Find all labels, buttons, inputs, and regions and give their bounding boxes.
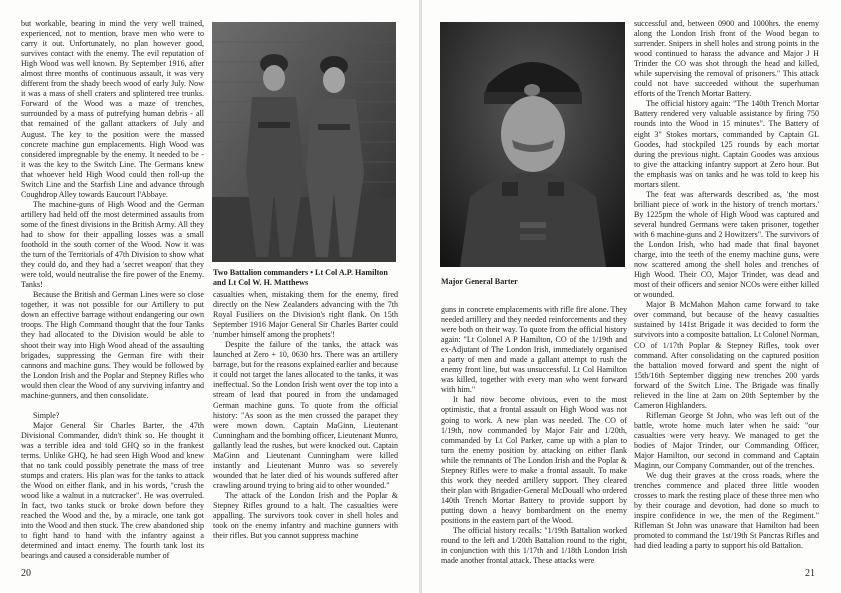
paragraph: guns in concrete emplacements with rifle fire alone. They needed artillery and they needed reinforcements and they were both on their way. To quote from the official history again: "Lt Colonel A P Hamilton, CO of the 1/19th and ex-Adjutant of The London Irish, immediately organised a party of men and made a gallant attempt to rush the enemy front line, but was unsuccessful. Lt Col Hamilton was killed, together with every man who went forward with him." — [441, 305, 627, 395]
paragraph: but workable, bearing in mind the very well trained, experienced, not to mention, brave men who were to carry it out. Unfortunately, no plan however good, survives contact with the enemy. The evil reputation of High Wood was well known. By September 1916, after almost three months of continuous assault, it was very different from the shady beech wood of early July. Now it was a mass of shell craters and splintered tree trunks. Forward of the Wood was a maze of trenches, surrounded by a mass of putrefying human debris - all that remained of the gallant attackers of July and August. The key to the position were the massed concrete machine gun emplacements. High Wood was considered impregnable by the enemy. It needed to be - it was the key to the Switch Line. The Germans knew that whoever held High Wood could then roll-up the Switch Line and the Starfish Line and advance through Coughdrop Alley towards Eaucourt l'Abbaye. — [21, 19, 204, 199]
paragraph: It had now become obvious, even to the most optimistic, that a frontal assault on High Wood was not going to work. A new plan was needed. The CO of 1/19th, now commanded by Major Fair and 1/20th, commanded by Lt Col Parker, came up with a plan to turn the enemy position by attacking on either flank while the remnants of The London Irish and the Poplar & Stepney Rifles were to make a frontal assault. To make this work they needed artillery support. They cleared their plan with Brigadier-General McDouall who ordered 140th Trench Mortar Battery to provide support by putting down a heavy bombardment on the enemy positions in the eastern part of the Wood. — [441, 395, 627, 525]
paragraph: Major B McMahon Mahon came forward to take over command, but because of the heavy casualties sustained by 141st Brigade it was decided to form the survivors into a composite battalion. Lt Colonel Norman, CO of 1/17th Poplar & Stepney Rifles, took over command. After consolidating on the captured position the battalion moved forward and spent the night of 15th/16th September digging new trenches 200 yards forward of the Switch Line. The Brigade was finally relieved in the line at 2am on 20th September by the Cameron Highlanders. — [634, 300, 819, 410]
paragraph: The feat was afterwards described as, 'the most brilliant piece of work in the history of trench mortars.' By 1225pm the whole of High Wood was captured and several hundred Germans were taken prisoner, together with 6 machine-guns and 2 Howitzers". The survivors of the London Irish, who had made that final bayonet charge, into the teeth of the enemy machine guns, were now scattered among the shell holes and trenches of High Wood. Their CO, Major Trinder, was dead and most of their officers and senior NCOs were either killed or wounded. — [634, 189, 819, 300]
gutter — [419, 0, 422, 593]
paragraph: Rifleman George St John, who was left out of the battle, wrote home much later when he said: "our casualties were very heavy. We managed to get the bodies of Major Trinder, our Commanding Officer, Major Hamilton, our second in command and Captain Maginn, our Company Commander, out of the trenches. — [634, 410, 819, 471]
photo-caption-major-general-barter: Major General Barter — [441, 277, 518, 286]
photo-caption-battalion-commanders: Two Battalion commanders • Lt Col A.P. Hamilton and Lt Col W. H. Matthews — [213, 268, 388, 287]
paragraph: Despite the failure of the tanks, the attack was launched at Zero + 10, 0630 hrs. There was an artillery barrage, but for the reasons explained earlier and because it could not target the lanes allocated to the tanks, it was ineffectual. So the London Irish went over the top into a stream of lead that poured in from the undamaged German machine guns. To quote from the official history: "As soon as the men crossed the parapet they were mown down. Captain MaGinn, Lieutenant Cunningham and the bombing officer, Lieutenant Munro, gallantly lead the rushes, but were knocked out. Captain MaGinn and Lieutenant Cunningham were killed instantly and Lieutenant Munro was so severely wounded that he later died of his wounds suffered after crawling around trying to bring aid to other wounded." — [213, 340, 398, 490]
paragraph: We dug their graves at the cross roads, where the trenches commence and placed three little wooden crosses to mark the resting place of these three men who by their courage and devotion, had done so much to inspire confidence in we, the men of the Regiment." Rifleman St John was unaware that Hamilton had been promoted to command the 1st/19th St Pancras Rifles and had died leading a party to support his old Battalion. — [634, 471, 819, 551]
paragraph: Major General Sir Charles Barter, the 47th Divisional Commander, didn't think so. He thought it was a terrible idea and told GHQ so in the frankest terms. Unlike GHQ, he had seen High Wood and knew that no tank could possibly penetrate the mass of tree stumps and craters. His plan was for the tanks to attack the Wood on either flank, and in his words, "crush the wood like a walnut in a nutcracker". He was overruled. In fact, two tanks stuck or broke down before they reached the Wood and the, by a miracle, one tank got into the Wood and then stuck. The crew abandoned ship to fight hand to hand with the infantry against a determined and intact enemy. The fourth tank lost its bearings and caused a considerable number of — [21, 420, 204, 561]
paragraph: Simple? — [33, 410, 60, 420]
page-number-right: 21 — [805, 568, 815, 579]
paragraph: The official history recalls: "1/19th Battalion worked round to the left and 1/20th Battalion round to the right, in conjunction with this 1/17th and 1/18th London Irish made another frontal attack. These attacks were — [441, 526, 627, 566]
left-column-1 — [21, 19, 204, 567]
paragraph: The official history again: "The 140th Trench Mortar Battery rendered very valuable assistance by firing 750 rounds into the Wood in 15 minutes". The Battery of eight 3" Stokes mortars, commanded by Captain GL Goodes, had stockpiled 125 rounds by each mortar during the previous night. Captain Goodes was anxious to give the attacking infantry support at Zero hour. But the emphasis was on tanks and he was told to keep his mortars silent. — [634, 99, 819, 189]
paragraph: The machine-guns of High Wood and the German artillery had held off the most determined assaults from some of the finest divisions in the British Army. All they had to show for their appalling losses was a small foothold in the south corner of the Wood. Now it was the turn of the Territorials of 47th Division to show what they could do, and they had a 'secret weapon' that they were told, would neutralise the fire power of the Enemy. Tanks! — [21, 199, 204, 290]
right-column-2 — [634, 19, 819, 567]
paragraph: successful and, between 0900 and 1000hrs. the enemy along the London Irish front of the Wood began to surrender. Snipers in shell holes and strong points in the wood continued to harass the advance and Major J H Trinder the CO was shot through the head and killed, while supervising the removal of prisoners." This attack could not have succeeded without the superhuman efforts of the Trench Mortar Battery. — [634, 19, 819, 99]
left-column-2 — [213, 290, 398, 567]
paragraph: Because the British and German Lines were so close together, it was not possible for our Artillery to put down an effective barrage without endangering our own troops. The High Command thought that the four Tanks they had allocated to the Division would be able to shoot their way into High Wood ahead of the assaulting brigades, suppressing the German fire with their cannons and machine guns. They would be followed by the London Irish and the Poplar and Stepney Rifles who would then clear the Wood of any surviving infantry and machine-gunners, and then consolidate. — [21, 290, 204, 400]
right-column-1 — [441, 305, 627, 567]
photo-major-general-barter — [440, 22, 625, 267]
paragraph: casualties when, mistaking them for the enemy, fired directly on the New Zealanders advancing with the 7th Royal Fusiliers on the Division's right flank. On 15th September 1916 Major General Sir Charles Barter could 'number himself among the prophets'! — [213, 290, 398, 340]
paragraph: The attack of the London Irish and the Poplar & Stepney Rifles ground to a halt. The casualties were appalling. The survivors took cover in shell holes and took on the enemy infantry and machine gunners with their rifles. But you cannot suppress machine — [213, 490, 398, 541]
page-number-left: 20 — [21, 568, 31, 579]
photo-two-battalion-commanders — [212, 22, 396, 262]
